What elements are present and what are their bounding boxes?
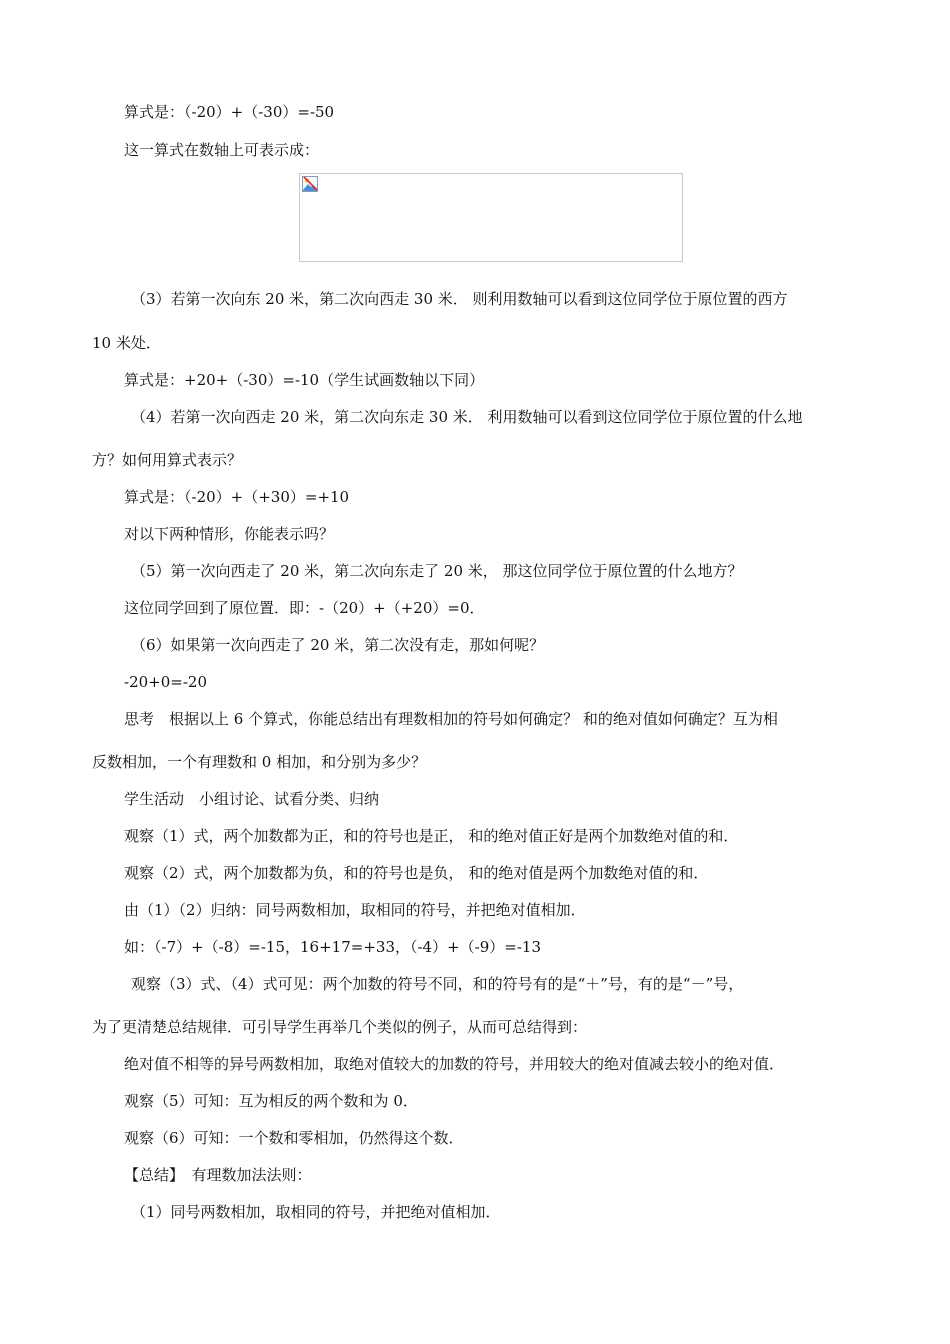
text-line: （4）若第一次向西走 20 米，第二次向东走 30 米． 利用数轴可以看到这位同学位于原位置的什么地 bbox=[131, 408, 803, 426]
text-line: （5）第一次向西走了 20 米，第二次向东走了 20 米， 那这位同学位于原位置的什么地方？ bbox=[131, 562, 743, 580]
text-line: 绝对值不相等的异号两数相加，取绝对值较大的加数的符号，并用较大的绝对值减去较小的绝对值． bbox=[124, 1055, 785, 1073]
text-line: 观察（1）式，两个加数都为正，和的符号也是正， 和的绝对值正好是两个加数绝对值的和． bbox=[124, 827, 739, 845]
text-line: （1）同号两数相加，取相同的符号，并把绝对值相加． bbox=[131, 1203, 501, 1221]
text-line: 10 米处． bbox=[92, 334, 161, 352]
text-line: 这位同学回到了原位置．即：-（20）+（+20）=0． bbox=[124, 599, 485, 617]
text-line: 观察（6）可知：一个数和零相加，仍然得这个数． bbox=[124, 1129, 464, 1147]
broken-image-icon bbox=[302, 176, 318, 192]
text-line: 如：（-7）+（-8）=-15，16+17=+33，（-4）+（-9）=-13 bbox=[124, 938, 541, 956]
text-line: （6）如果第一次向西走了 20 米，第二次没有走，那如何呢？ bbox=[131, 636, 545, 654]
text-line: 这一算式在数轴上可表示成： bbox=[124, 141, 320, 159]
text-line: 学生活动 小组讨论、试看分类、归纳 bbox=[124, 790, 380, 808]
text-line: 观察（2）式，两个加数都为负，和的符号也是负， 和的绝对值是两个加数绝对值的和． bbox=[124, 864, 709, 882]
text-line: 算式是：（-20）+（-30）=-50 bbox=[124, 103, 335, 121]
text-line: 由（1）（2）归纳：同号两数相加，取相同的符号，并把绝对值相加． bbox=[124, 901, 586, 919]
text-line: 方？如何用算式表示？ bbox=[92, 451, 243, 469]
text-line: （3）若第一次向东 20 米，第二次向西走 30 米． 则利用数轴可以看到这位同学位于原位置的西方 bbox=[131, 290, 788, 308]
text-line: 对以下两种情形，你能表示吗？ bbox=[124, 525, 335, 543]
text-line: 思考 根据以上 6 个算式，你能总结出有理数相加的符号如何确定？ 和的绝对值如何确定？互为相 bbox=[124, 710, 778, 728]
text-line: 算式是：（-20）+（+30）=+10 bbox=[124, 488, 350, 506]
text-line: 反数相加，一个有理数和 0 相加，和分别为多少？ bbox=[92, 753, 427, 771]
text-line: -20+0=-20 bbox=[124, 673, 207, 691]
text-line: 算式是：+20+（-30）=-10（学生试画数轴以下同） bbox=[124, 371, 485, 389]
text-line: 观察（5）可知：互为相反的两个数和为 0． bbox=[124, 1092, 418, 1110]
text-line: 为了更清楚总结规律．可引导学生再举几个类似的例子，从而可总结得到： bbox=[92, 1018, 588, 1036]
number-line-figure bbox=[299, 173, 683, 262]
text-line: 观察（3）式、（4）式可见：两个加数的符号不同，和的符号有的是“＋”号，有的是“－”号， bbox=[131, 975, 744, 993]
text-line: 【总结】 有理数加法法则： bbox=[124, 1166, 312, 1184]
